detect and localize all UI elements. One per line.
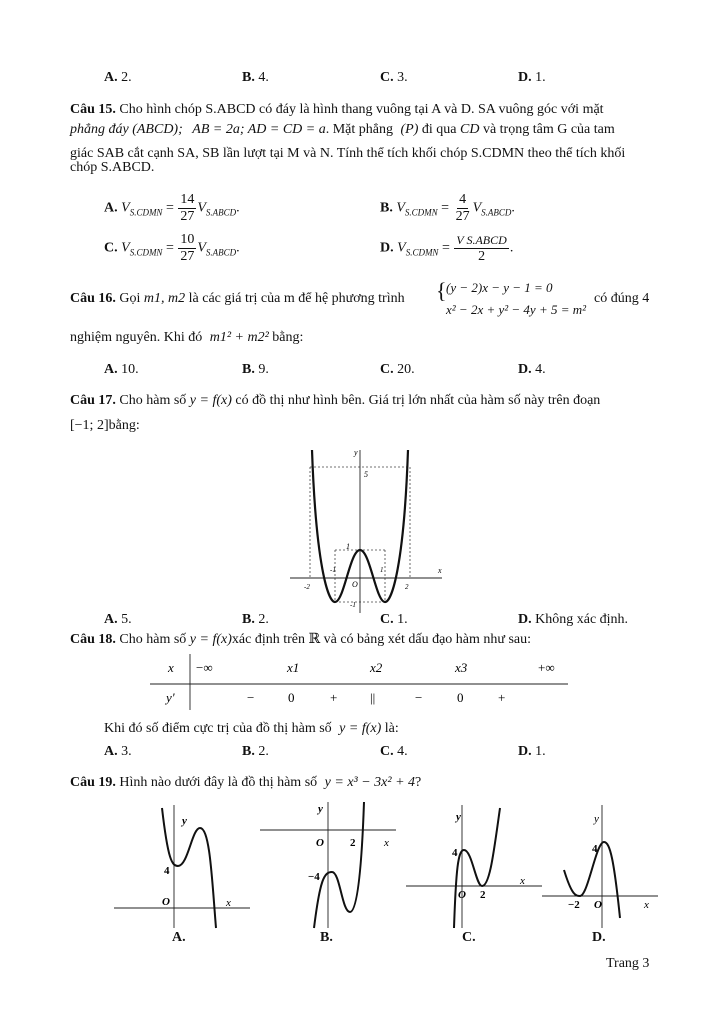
sign-table-x1: x1 (287, 660, 300, 675)
option-letter-d: D. (380, 240, 394, 256)
graph-label-origin: O (352, 580, 358, 589)
q18-text2: xác định trên ℝ và có bảng xét dấu đạo hàm như sau: (231, 632, 532, 647)
numerator: 4 (459, 192, 467, 207)
q19-caption-a: A. (172, 930, 186, 945)
graph-label-1: 1 (346, 542, 350, 551)
subscript-cdmn: S.CDMN (129, 247, 163, 258)
q16-m1-m2: m1, m2 (143, 291, 186, 306)
option-letter-a: A. (104, 70, 118, 85)
subscript-abcd: S.ABCD (481, 207, 512, 218)
page-footer: Trang 3 (606, 956, 650, 971)
q15-line2b: . Mặt phẳng (325, 122, 393, 137)
q17-option-c: 1. (397, 612, 408, 627)
graph-c-label-2: 2 (480, 889, 486, 901)
graph-a-label-4: 4 (164, 865, 170, 877)
q15-line3: giác SAB cắt cạnh SA, SB lần lượt tại M và N. Tính thể tích khối chóp S.CDMN theo thể tích khối (70, 146, 626, 161)
sign-table-pos-inf: +∞ (538, 660, 555, 675)
q14-option-b: 4. (258, 70, 269, 85)
subscript-abcd: S.ABCD (205, 207, 237, 218)
q16-equation1: (y − 2)x − y − 1 = 0 (446, 280, 553, 295)
option-letter-b: B. (242, 744, 255, 759)
numerator: 10 (180, 232, 195, 247)
q18-function2: y = f(x) (339, 721, 382, 736)
q15-line4: chóp S.ABCD. (70, 160, 155, 175)
option-letter-b: B. (380, 200, 393, 216)
subscript-cdmn: S.CDMN (129, 207, 163, 218)
denominator: 27 (455, 209, 470, 224)
option-letter-c: C. (380, 612, 394, 627)
q18-option-d: 1. (535, 744, 546, 759)
q16-text2: là các giá trị của m để hệ phương trình (188, 291, 405, 306)
q17-label: Câu 17. (70, 393, 116, 408)
fraction (454, 192, 472, 225)
q17-option-a: 5. (121, 612, 132, 627)
graph-d-label-origin: O (594, 899, 602, 911)
q16-option-b: 9. (258, 362, 269, 377)
q18-text4: là: (384, 721, 399, 736)
q17-text3: bằng: (108, 418, 140, 433)
graph-d-label-y: y (594, 813, 599, 825)
option-letter-a: A. (104, 612, 118, 627)
q17-function: y = f(x) (189, 393, 232, 408)
graph-label-neg1-y: -1 (350, 601, 356, 609)
sign-table-zero2: 0 (457, 690, 464, 705)
q19-text1: Hình nào dưới đây là đồ thị hàm số (119, 775, 318, 790)
q15-option-c: C. $V_{S.CDMN}$ = $\frac{10}{27}$ $V_{S.ABCD}$. (104, 232, 240, 264)
sign-table-sign4: + (498, 690, 506, 705)
volume-symbol: V (197, 240, 206, 256)
sign-table-neg-inf: −∞ (196, 660, 213, 675)
q19-text2: ? (415, 775, 422, 790)
graph-label-5: 5 (364, 470, 368, 479)
q19-graph-a (112, 800, 252, 930)
fraction (178, 232, 196, 265)
q16-text4: nghiệm nguyên. Khi đó (70, 330, 203, 345)
sign-table-sign2: + (330, 690, 338, 705)
graph-c-label-4: 4 (452, 847, 458, 859)
q15-line2d: và trọng tâm G của tam (482, 122, 615, 137)
graph-b-label-2: 2 (350, 837, 356, 849)
q16-text5: bằng: (272, 330, 304, 345)
denominator: 27 (180, 249, 195, 264)
q17-graph (280, 445, 450, 615)
graph-a-label-x: x (226, 897, 231, 909)
option-letter-d: D. (518, 362, 532, 377)
q15-option-d: D. $V_{S.CDMN}$ = $\frac{\text{V S.ABCD}}{2}$ . (380, 233, 514, 264)
q16-sum-squares: m1² + m2² (209, 330, 269, 345)
graph-label-1-x: 1 (380, 566, 384, 574)
q19-graph-d (540, 800, 660, 930)
volume-symbol: V (397, 240, 406, 256)
option-letter-d: D. (518, 744, 532, 759)
q14-option-c: 3. (397, 70, 408, 85)
graph-a-label-origin: O (162, 896, 170, 908)
q14-option-d: 1. (535, 70, 546, 85)
q17-option-b: 2. (258, 612, 269, 627)
numerator: 14 (180, 192, 195, 207)
subscript-cdmn: S.CDMN (405, 247, 439, 258)
q18-label: Câu 18. (70, 632, 116, 647)
q17-interval: [−1; 2] (70, 418, 109, 433)
q15-option-b: B. $V_{S.CDMN}$ = $\frac{4}{27}$ $V_{S.ABCD}$. (380, 192, 515, 224)
graph-label-y: y (354, 448, 358, 457)
q18-text1: Cho hàm số (119, 632, 187, 647)
q19-function: y = x³ − 3x² + 4 (324, 775, 416, 790)
option-letter-c: C. (380, 70, 394, 85)
q16-option-a: 10. (121, 362, 139, 377)
graph-label-neg2: -2 (304, 583, 310, 591)
subscript-abcd: S.ABCD (205, 247, 237, 258)
subscript-cdmn: S.CDMN (404, 207, 438, 218)
q18-option-c: 4. (397, 744, 408, 759)
graph-a-label-y: y (182, 815, 187, 827)
denominator: 27 (180, 209, 195, 224)
q15-line2-math: AB = 2a; AD = CD = a (192, 122, 326, 137)
sign-table (150, 652, 570, 712)
q15-option-a: A. $V_{S.CDMN}$ = $\frac{14}{27}$ $V_{S.ABCD}$. (104, 192, 240, 224)
option-letter-a: A. (104, 744, 118, 759)
option-letter-a: A. (104, 200, 118, 216)
volume-symbol: V (396, 200, 405, 216)
q15-line2c: đi qua (421, 122, 457, 137)
graph-b-label-origin: O (316, 837, 324, 849)
system-brace: { (436, 278, 447, 303)
option-letter-a: A. (104, 362, 118, 377)
option-letter-b: B. (242, 612, 255, 627)
sign-table-zero1: 0 (288, 690, 295, 705)
denominator: 2 (478, 249, 486, 264)
q19-graph-b (258, 800, 398, 930)
q19-caption-b: B. (320, 930, 333, 945)
q16-option-d: 4. (535, 362, 546, 377)
q14-option-a: 2. (121, 70, 132, 85)
option-letter-c: C. (380, 744, 394, 759)
option-letter-d: D. (518, 612, 532, 627)
q15-label: Câu 15. (70, 102, 116, 117)
option-letter-c: C. (104, 240, 118, 256)
q18-text3: Khi đó số điểm cực trị của đồ thị hàm số (104, 721, 332, 736)
fraction (454, 232, 508, 265)
q19-graph-c (404, 800, 544, 930)
q18-option-a: 3. (121, 744, 132, 759)
fraction (178, 192, 196, 225)
q18-option-b: 2. (258, 744, 269, 759)
graph-c-label-y: y (456, 811, 461, 823)
sign-table-sign1: − (247, 690, 255, 705)
graph-b-label-x: x (384, 837, 389, 849)
sign-table-x3: x3 (455, 660, 468, 675)
graph-c-label-x: x (520, 875, 525, 887)
q18-function: y = f(x) (189, 632, 232, 647)
graph-label-neg1-x: -1 (330, 566, 336, 574)
volume-symbol: V (472, 200, 482, 216)
numerator: V S.ABCD (456, 233, 507, 247)
graph-d-label-neg2: −2 (568, 899, 580, 911)
sign-table-x2: x2 (370, 660, 383, 675)
q15-line1: Cho hình chóp S.ABCD có đáy là hình thang vuông tại A và D. SA vuông góc với mặt (119, 102, 604, 117)
graph-b-label-neg4: −4 (308, 871, 320, 883)
sign-table-undefined: || (370, 690, 376, 705)
volume-symbol: V (121, 200, 130, 216)
graph-label-x: x (438, 566, 442, 575)
graph-d-label-x: x (644, 899, 649, 911)
volume-symbol: V (197, 200, 206, 216)
q16-label: Câu 16. (70, 291, 116, 306)
option-letter-d: D. (518, 70, 532, 85)
graph-b-label-y: y (318, 803, 323, 815)
sign-table-sign3: − (415, 690, 423, 705)
option-letter-b: B. (242, 362, 255, 377)
graph-d-label-4: 4 (592, 843, 598, 855)
q19-label: Câu 19. (70, 775, 116, 790)
q19-caption-d: D. (592, 930, 606, 945)
graph-label-2: 2 (405, 583, 409, 591)
sign-table-y-header: y' (166, 690, 175, 705)
q17-text1: Cho hàm số (119, 393, 187, 408)
q16-equation2: x² − 2x + y² − 4y + 5 = m² (446, 302, 587, 317)
q17-text2: có đồ thị như hình bên. Giá trị lớn nhất của hàm số này trên đoạn (235, 393, 601, 408)
option-letter-c: C. (380, 362, 394, 377)
q19-caption-c: C. (462, 930, 476, 945)
graph-c-label-origin: O (458, 889, 466, 901)
sign-table-x-header: x (168, 660, 174, 675)
q15-line2a: phẳng đáy (ABCD); (70, 122, 183, 137)
option-letter-b: B. (242, 70, 255, 85)
q16-text1: Gọi (119, 291, 141, 306)
q17-option-d: Không xác định. (535, 612, 629, 627)
volume-symbol: V (121, 240, 130, 256)
q16-text3: có đúng 4 (594, 291, 650, 306)
q16-option-c: 20. (397, 362, 415, 377)
q15-cd: CD (460, 122, 480, 137)
q15-plane-p: (P) (400, 122, 419, 137)
